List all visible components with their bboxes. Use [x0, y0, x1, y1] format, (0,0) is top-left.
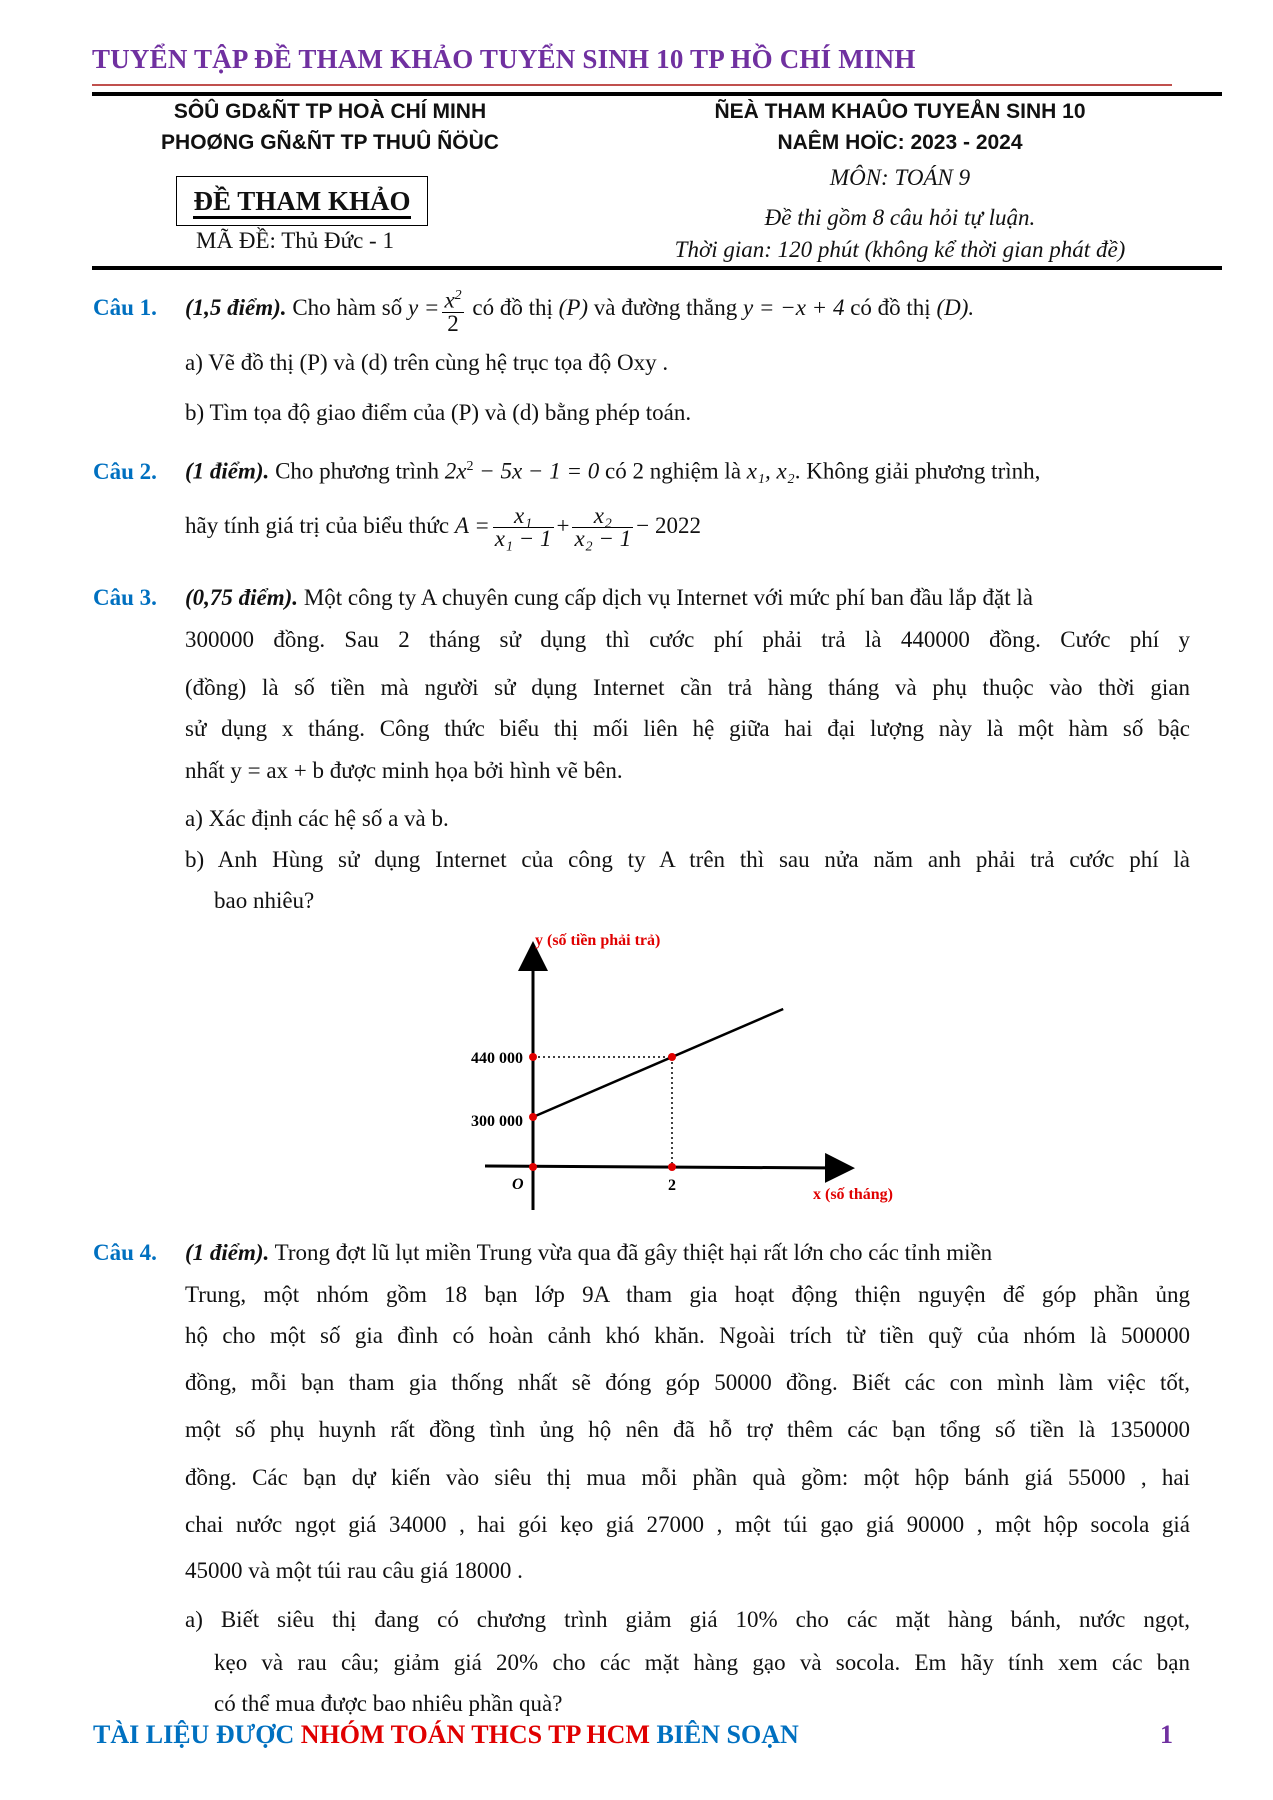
math: (D).: [936, 295, 975, 321]
school-year: NAÊM HOÏC: 2023 - 2024: [777, 131, 1023, 154]
x-tick-label: 2: [668, 1177, 676, 1194]
q4-part-a-cont: có thể mua được bao nhiêu phần quà?: [214, 1691, 563, 1716]
math: x₂: [572, 505, 633, 528]
origin-label: O: [512, 1176, 524, 1193]
department-name: SÔÛ GD&ÑT TP HOÀ CHÍ MINH: [173, 100, 487, 123]
footer-credit: [93, 1720, 799, 1750]
y-tick-label: 440 000: [471, 1050, 523, 1067]
question-2: [93, 452, 1193, 487]
x-axis-label: x (số tháng): [813, 1186, 894, 1203]
question-4: [93, 1238, 1193, 1268]
points: (0,75 điểm).: [185, 585, 299, 610]
text-line: đồng, mỗi bạn tham gia thống nhất sẽ đóng góp 50000 đồng. Biết các con mình làm việc tốt,: [185, 1370, 1190, 1395]
math: x₁, x₂: [746, 458, 795, 484]
data-point: [668, 1053, 676, 1061]
math: x₁: [493, 505, 554, 528]
fraction: [493, 505, 554, 550]
math: +: [556, 512, 570, 538]
footer-group-name: NHÓM TOÁN THCS TP HCM: [300, 1720, 650, 1749]
text-line: 300000 đồng. Sau 2 tháng sử dụng thì cước phí phải trả là 440000 đồng. Cước phí y: [185, 627, 1190, 652]
text: có đồ thị: [844, 295, 937, 321]
axis-point: [529, 1163, 537, 1171]
text: Trong đợt lũ lụt miền Trung vừa qua đã gây thiệt hại rất lớn cho các tỉnh miền: [269, 1240, 993, 1265]
text: . Không giải phương trình,: [794, 458, 1041, 484]
question-1: [93, 285, 1193, 335]
math: − 2022: [636, 512, 701, 538]
question-label: Câu 2.: [93, 458, 157, 484]
text: Cho hàm số: [286, 295, 408, 321]
text-line: (đồng) là số tiền mà người sử dụng Internet cần trả hàng tháng và phụ thuộc vào thời gian: [185, 675, 1190, 700]
text-line: một số phụ huynh rất đồng tình ủng hộ nên đã hỗ trợ thêm các bạn tổng số tiền là 1350000: [185, 1417, 1190, 1442]
series-title: TUYỂN TẬP ĐỀ THAM KHẢO TUYỂN SINH 10 TP HỒ CHÍ MINH: [92, 44, 916, 74]
math: y = −x + 4: [742, 295, 845, 321]
math: 2: [447, 310, 459, 336]
text: và đường thẳng: [588, 295, 743, 321]
exam-code: MÃ ĐỀ: Thủ Đức - 1: [196, 228, 394, 253]
math: x₂ − 1: [574, 526, 632, 551]
q2-expression: [185, 505, 701, 550]
q3-part-a: a) Xác định các hệ số a và b.: [185, 806, 449, 831]
math: − 5x − 1 = 0: [473, 458, 600, 484]
exam-type-label: ĐỀ THAM KHẢO: [193, 186, 410, 219]
math: 2: [454, 288, 462, 303]
text-line: 45000 và một túi rau câu giá 18000 .: [185, 1558, 523, 1583]
question-3: [93, 583, 1193, 613]
divider: [92, 92, 1222, 96]
page-number: 1: [1160, 1720, 1173, 1749]
math: x₁ − 1: [494, 526, 552, 551]
axis-point: [529, 1053, 537, 1061]
points: (1 điểm).: [185, 1240, 270, 1265]
points: (1,5 điểm).: [185, 295, 287, 321]
math: A =: [454, 512, 490, 538]
fraction: [572, 505, 633, 550]
data-point: [529, 1113, 537, 1121]
series-line: [533, 1009, 783, 1117]
question-label: Câu 4.: [93, 1240, 157, 1265]
footer-text: TÀI LIỆU ĐƯỢC: [93, 1720, 301, 1749]
exam-info: Đề thi gồm 8 câu hỏi tự luận.: [764, 205, 1036, 230]
x-axis: [485, 1166, 840, 1168]
text-line: Trung, một nhóm gồm 18 bạn lớp 9A tham gia hoạt động thiện nguyện để góp phần ủng: [185, 1282, 1190, 1307]
math: (P): [558, 295, 589, 321]
exam-title: ÑEÀ THAM KHAÛO TUYEÅN SINH 10: [714, 100, 1086, 123]
math: y =: [407, 295, 440, 321]
text: có đồ thị: [466, 295, 559, 321]
y-axis-label: y (số tiền phải trả): [535, 932, 661, 949]
q1-part-b: b) Tìm tọa độ giao điểm của (P) và (d) bằng phép toán.: [185, 400, 692, 425]
divider: [92, 84, 1172, 86]
text: có 2 nghiệm là: [599, 458, 747, 484]
text-line: nhất y = ax + b được minh họa bởi hình vẽ bên.: [185, 758, 623, 783]
q4-part-a: a) Biết siêu thị đang có chương trình giảm giá 10% cho các mặt hàng bánh, nước ngọt,: [185, 1607, 1190, 1632]
q3-part-b: b) Anh Hùng sử dụng Internet của công ty A trên thì sau nửa năm anh phải trả cước phí là: [185, 847, 1190, 872]
math: x: [444, 287, 455, 313]
q3-part-b-cont: bao nhiêu?: [214, 888, 315, 913]
exam-time: Thời gian: 120 phút (không kể thời gian phát đề): [674, 237, 1126, 262]
line-graph: [440, 920, 940, 1220]
exam-type-box: [176, 176, 428, 226]
y-tick-label: 300 000: [471, 1113, 523, 1130]
q1-part-a: a) Vẽ đồ thị (P) và (d) trên cùng hệ trục tọa độ Oxy .: [185, 350, 669, 375]
math: 2: [466, 459, 474, 474]
text: hãy tính giá trị của biểu thức: [185, 512, 455, 538]
points: (1 điểm).: [185, 458, 270, 484]
fraction: [442, 285, 463, 335]
text-line: hộ cho một số gia đình có hoàn cảnh khó khăn. Ngoài trích từ tiền quỹ của nhóm là 500000: [185, 1323, 1190, 1348]
axis-point: [668, 1163, 676, 1171]
question-label: Câu 3.: [93, 585, 157, 610]
math: 2x: [444, 458, 467, 484]
footer-text: BIÊN SOẠN: [649, 1720, 799, 1749]
text-line: đồng. Các bạn dự kiến vào siêu thị mua mỗi phần quà gồm: một hộp bánh giá 55000 , hai: [185, 1465, 1190, 1490]
divider: [92, 266, 1222, 270]
text: Một công ty A chuyên cung cấp dịch vụ Internet với mức phí ban đầu lắp đặt là: [298, 585, 1033, 610]
q4-part-a-cont: kẹo và rau câu; giảm giá 20% cho các mặt hàng gạo và socola. Em hãy tính xem các bạn: [214, 1650, 1190, 1675]
question-label: Câu 1.: [93, 295, 157, 321]
office-name: PHOØNG GÑ&ÑT TP THUÛ ÑÖÙC: [161, 131, 499, 154]
text-line: chai nước ngọt giá 34000 , hai gói kẹo giá 27000 , một túi gạo giá 90000 , một hộp socola giá: [185, 1512, 1190, 1537]
subject: MÔN: TOÁN 9: [829, 165, 971, 190]
text-line: sử dụng x tháng. Công thức biểu thị mối liên hệ giữa hai đại lượng này là một hàm số bậc: [185, 716, 1190, 741]
text: Cho phương trình: [269, 458, 445, 484]
